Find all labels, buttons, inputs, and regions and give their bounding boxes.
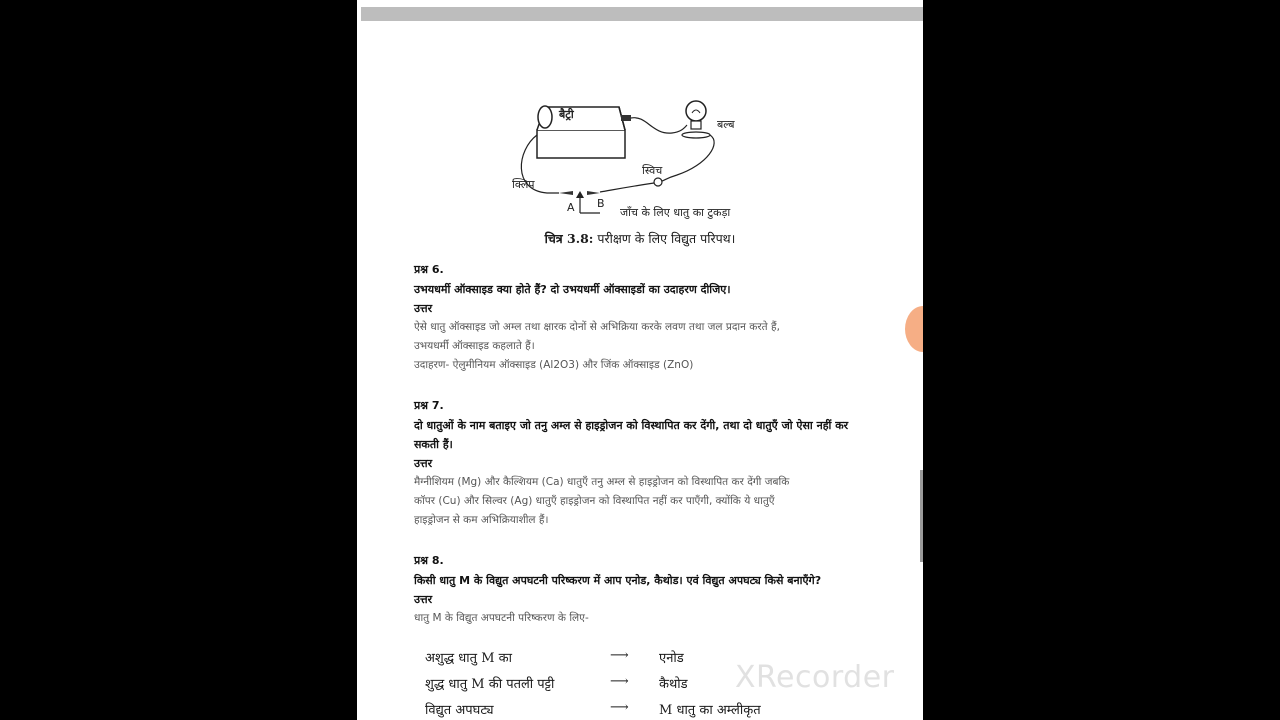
answer-line: उभयधर्मी ऑक्साइड कहलाते हैं।	[414, 340, 535, 352]
table-row	[425, 700, 845, 720]
floating-record-button[interactable]	[905, 306, 923, 352]
row-item: अशुद्ध धातु M का	[425, 651, 512, 666]
bulb-glass	[686, 101, 706, 121]
caption-number: चित्र 3.8:	[544, 231, 594, 246]
wire-1	[631, 118, 687, 133]
battery-end	[538, 106, 552, 128]
question-text: दो धातुओं के नाम बताइए जो तनु अम्ल से हाइड्रोजन को विस्थापित कर देंगी, तथा दो धातुएँ जो ऐसा नहीं कर सकती हैं।	[414, 419, 849, 451]
clip-label: क्लिप	[512, 178, 535, 191]
battery-box	[537, 130, 625, 158]
answer-line: उदाहरण- ऐलुमीनियम ऑक्साइड (Al2O3) और जिंक ऑक्साइड (ZnO)	[414, 359, 694, 371]
question-number: प्रश्न 8.	[414, 554, 444, 567]
figure-caption	[357, 230, 923, 247]
arrow-icon: ⟶	[610, 700, 629, 715]
switch-symbol	[654, 178, 662, 186]
bulb-label: बल्ब	[717, 118, 735, 131]
recorder-watermark: XRecorder	[735, 660, 895, 695]
row-item: शुद्ध धातु M की पतली पट्टी	[425, 677, 555, 692]
question-number: प्रश्न 6.	[414, 263, 444, 276]
document-page	[357, 0, 923, 720]
question-text: किसी धातु M के विद्युत अपघटनी परिष्करण में आप एनोड, कैथोड। एवं विद्युत अपघट्य किसे बनाएँगे?	[414, 574, 822, 587]
battery-terminal	[621, 115, 631, 121]
battery-label: बैट्री	[559, 108, 574, 121]
question-block-7	[414, 398, 874, 530]
answer-title: उत्तर	[414, 302, 433, 315]
row-item: विद्युत अपघट्य	[425, 703, 494, 718]
metal-piece-label: जाँच के लिए धातु का टुकड़ा	[620, 206, 731, 219]
bulb-holder	[682, 132, 710, 138]
question-text: उभयधर्मी ऑक्साइड क्या होते हैं? दो उभयधर्मी ऑक्साइडों का उदाहरण दीजिए।	[414, 283, 731, 296]
answer-line: धातु M के विद्युत अपघटनी परिष्करण के लिए-	[414, 612, 589, 624]
answer-line: हाइड्रोजन से कम अभिक्रियाशील हैं।	[414, 514, 549, 526]
clip-b	[587, 191, 600, 195]
wire-2	[662, 135, 714, 181]
point-b-label: B	[597, 197, 605, 210]
answer-title: उत्तर	[414, 593, 433, 606]
question-number: प्रश्न 7.	[414, 399, 444, 412]
row-role: एनोड	[659, 651, 684, 666]
circuit-figure	[507, 95, 777, 225]
answer-line: मैग्नीशियम (Mg) और कैल्शियम (Ca) धातुएँ तनु अम्ल से हाइड्रोजन को विस्थापित कर देंगी जबकि	[414, 476, 790, 488]
row-role: कैथोड	[659, 677, 688, 692]
answer-line: ऐसे धातु ऑक्साइड जो अम्ल तथा क्षारक दोनों से अभिक्रिया करके लवण तथा जल प्रदान करते हैं,	[414, 321, 780, 333]
row-role: M धातु का अम्लीकृत	[659, 703, 761, 718]
answer-line: कॉपर (Cu) और सिल्वर (Ag) धातुएँ हाइड्रोजन को विस्थापित नहीं कर पाएँगी, क्योंकि ये धातुएँ	[414, 495, 775, 507]
question-block-8	[414, 553, 874, 628]
switch-label: स्विच	[642, 164, 663, 177]
scrollbar-thumb[interactable]	[920, 470, 923, 562]
answer-title: उत्तर	[414, 457, 433, 470]
question-block-6	[414, 262, 874, 375]
clip-a	[559, 191, 573, 195]
point-a-label: A	[567, 201, 575, 214]
page-top-bar	[361, 7, 923, 21]
arrow-icon: ⟶	[610, 674, 629, 689]
arrow-icon: ⟶	[610, 648, 629, 663]
caption-text: परीक्षण के लिए विद्युत परिपथ।	[593, 231, 736, 246]
bulb-base	[691, 121, 701, 129]
wire-3	[600, 183, 654, 192]
